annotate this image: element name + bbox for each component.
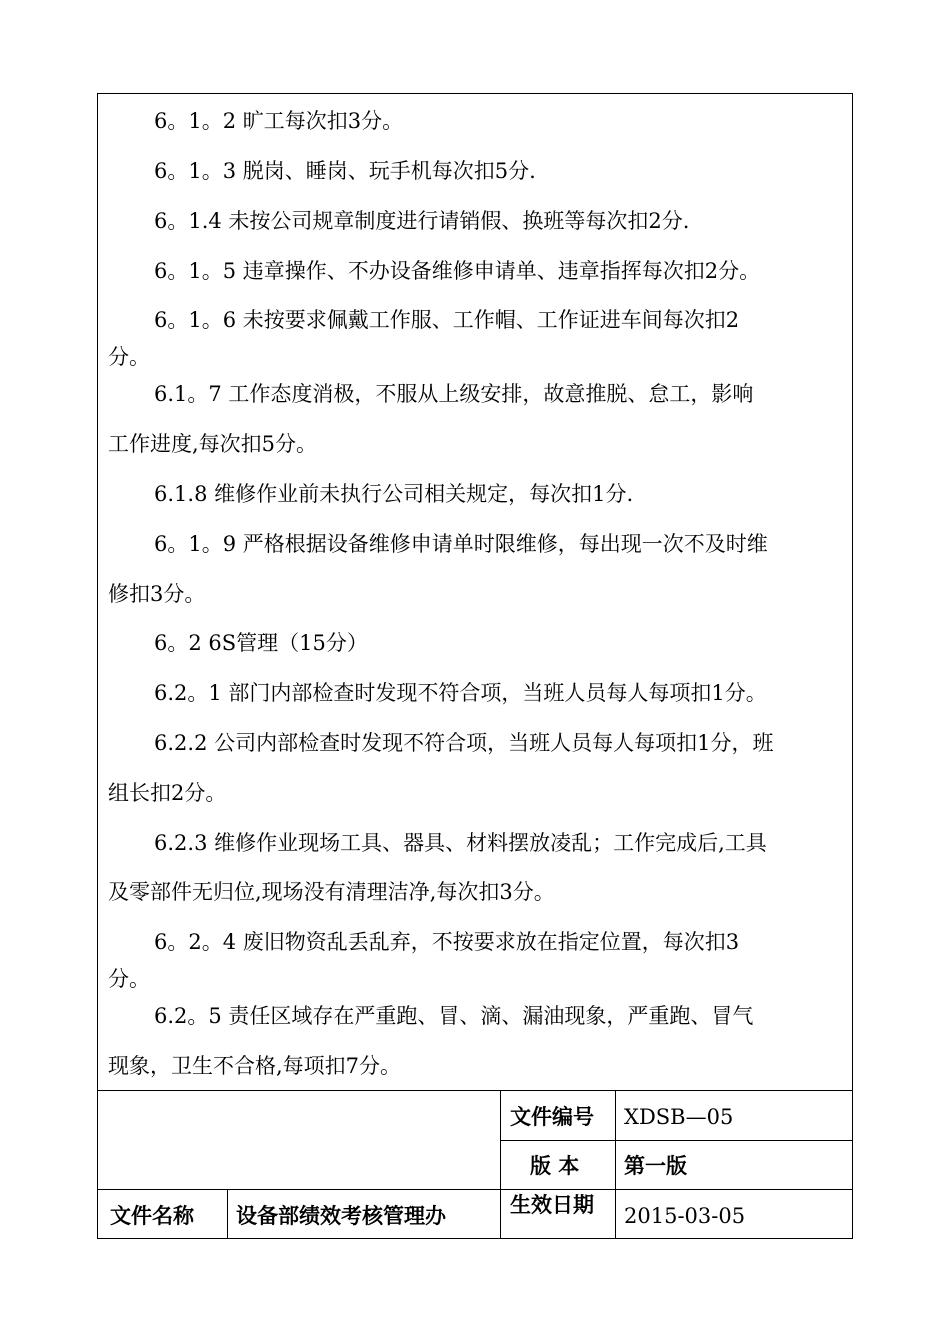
footer-row1-rule [500, 1140, 852, 1141]
clause-6-1-2: 6。1。2 旷工每次扣3分。 [154, 109, 404, 133]
clause-6-2-3: 6.2.3 维修作业现场工具、器具、材料摆放凌乱；工作完成后,工具 [154, 831, 767, 855]
effective-date-label: 生效日期 [510, 1192, 594, 1217]
clause-6-2-5-cont: 现象，卫生不合格,每项扣7分。 [108, 1054, 402, 1078]
clause-6-1-6: 6。1。6 未按要求佩戴工作服、工作帽、工作证进车间每次扣2 [154, 308, 740, 332]
clause-6-1-4: 6。1.4 未按公司规章制度进行请销假、换班等每次扣2分. [154, 209, 690, 233]
footer-col-divider-2 [615, 1090, 616, 1238]
clause-6-2-1: 6.2。1 部门内部检查时发现不符合项，当班人员每人每项扣1分。 [154, 681, 767, 705]
footer-top-rule [98, 1090, 852, 1091]
clause-6-2-4: 6。2。4 废旧物资乱丢乱弃，不按要求放在指定位置，每次扣3 [154, 930, 740, 954]
clause-6-1-9: 6。1。9 严格根据设备维修申请单时限维修，每出现一次不及时维 [154, 532, 768, 556]
clause-6-2-2: 6.2.2 公司内部检查时发现不符合项，当班人员每人每项扣1分，班 [154, 731, 774, 755]
footer-row2-rule [98, 1189, 852, 1190]
version-value: 第一版 [624, 1153, 687, 1178]
clause-6-1-5: 6。1。5 违章操作、不办设备维修申请单、违章指挥每次扣2分。 [154, 259, 761, 283]
clause-6-1-7: 6.1。7 工作态度消极，不服从上级安排，故意推脱、怠工，影响 [154, 382, 754, 406]
file-name-label: 文件名称 [110, 1203, 194, 1228]
clause-6-1-9-cont: 修扣3分。 [108, 582, 206, 606]
clause-list [98, 94, 852, 1089]
clause-6-2-3-cont: 及零部件无归位,现场没有清理洁净,每次扣3分。 [108, 880, 555, 904]
clause-6-1-8: 6.1.8 维修作业前未执行公司相关规定，每次扣1分. [154, 482, 634, 506]
clause-6-2-2-cont: 组长扣2分。 [108, 781, 227, 805]
file-name-value: 设备部绩效考核管理办 [236, 1203, 446, 1228]
clause-6-2-4-cont: 分。 [108, 967, 150, 991]
clause-6-1-7-cont: 工作进度,每次扣5分。 [108, 432, 318, 456]
footer-col-divider-1 [500, 1090, 501, 1238]
clause-6-1-6-cont: 分。 [108, 345, 150, 369]
version-label: 版 本 [530, 1153, 580, 1178]
file-number-value: XDSB—05 [624, 1105, 734, 1129]
effective-date-value: 2015-03-05 [624, 1204, 746, 1228]
clause-6-1-3: 6。1。3 脱岗、睡岗、玩手机每次扣5分. [154, 159, 536, 183]
clause-6-2-5: 6.2。5 责任区域存在严重跑、冒、滴、漏油现象，严重跑、冒气 [154, 1004, 754, 1028]
footer-col-divider-0 [227, 1189, 228, 1238]
file-number-label: 文件编号 [510, 1104, 594, 1129]
document-frame [97, 93, 853, 1239]
clause-6-2: 6。2 6S管理（15分） [154, 631, 368, 655]
